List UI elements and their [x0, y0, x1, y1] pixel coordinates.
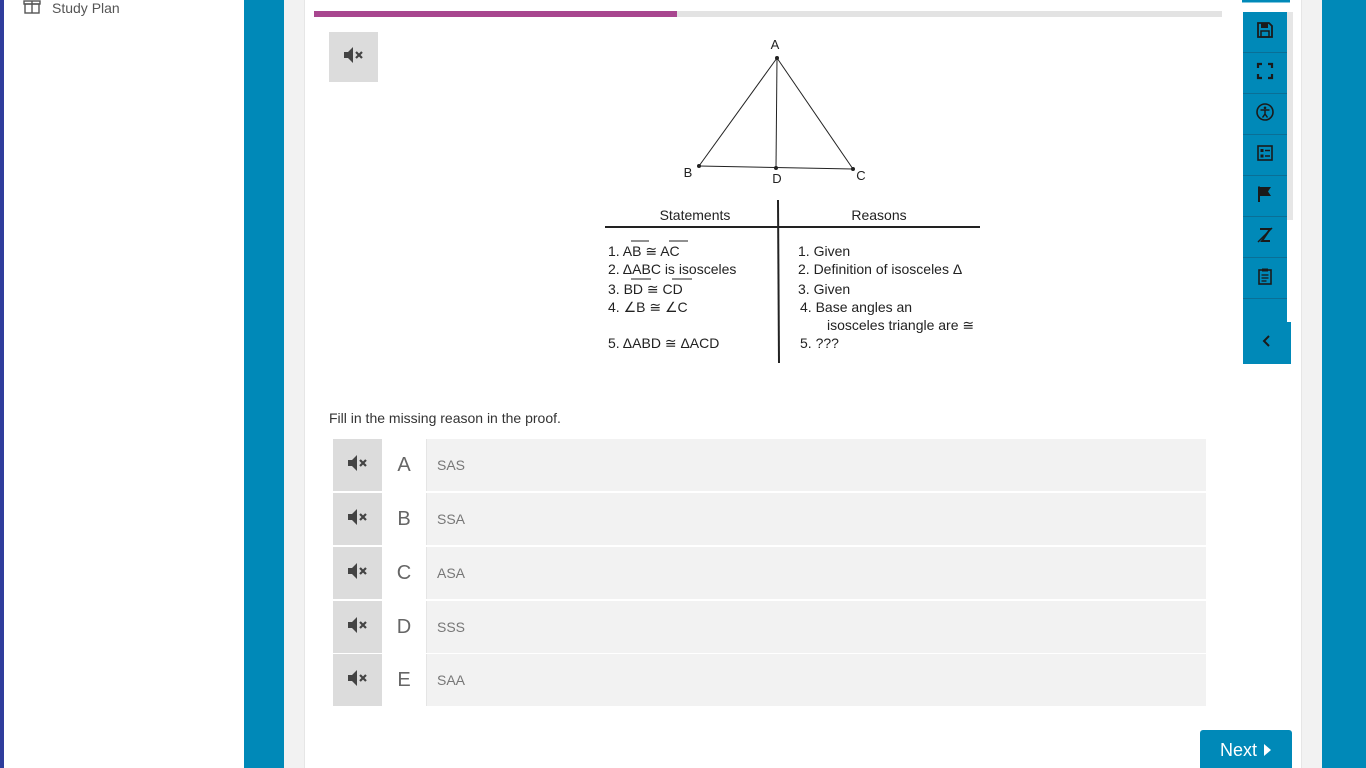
vertex-label-c: C — [856, 168, 866, 183]
vertex-label-a: A — [770, 37, 780, 52]
choice-audio-button[interactable] — [333, 601, 382, 653]
choice-audio-button[interactable] — [333, 547, 382, 599]
speaker-mute-icon — [347, 454, 369, 477]
choice-letter: D — [382, 601, 427, 653]
reason-2: 2. Definition of isosceles Δ — [798, 261, 963, 277]
choice-audio-button[interactable] — [333, 439, 382, 491]
vertex-label-d: D — [772, 171, 782, 186]
choice-letter: C — [382, 547, 427, 599]
caret-right-icon — [1263, 740, 1272, 761]
answer-choice-b[interactable] — [333, 493, 1206, 545]
checklist-icon — [1256, 144, 1274, 167]
choice-text: SSS — [437, 619, 466, 635]
reason-5: 5. ??? — [800, 335, 839, 351]
right-background — [1322, 0, 1366, 768]
choice-letter: A — [382, 439, 427, 491]
statement-4: 4. ∠B ≅ ∠C — [608, 299, 688, 315]
triangle-diagram — [684, 37, 866, 186]
tools-toolbar — [1243, 12, 1287, 322]
choice-text: SSA — [437, 511, 466, 527]
answer-choice-a[interactable] — [333, 439, 1206, 491]
statements-header: Statements — [659, 207, 731, 223]
statement-3: 3. BD ≅ CD — [608, 281, 683, 297]
question-text: Fill in the missing reason in the proof. — [329, 410, 561, 426]
tool-strikethrough[interactable] — [1243, 217, 1287, 258]
collapse-toolbar-button[interactable] — [1243, 322, 1291, 364]
toolbar-scrollbar[interactable] — [1287, 12, 1293, 220]
proof-table — [605, 200, 980, 363]
statement-5: 5. ΔABD ≅ ΔACD — [608, 335, 720, 351]
chevron-left-icon — [1260, 334, 1274, 353]
statement-1: 1. AB ≅ AC — [608, 243, 680, 259]
speaker-mute-icon — [347, 562, 369, 585]
answer-choice-d[interactable] — [333, 601, 1206, 653]
choice-audio-button[interactable] — [333, 493, 382, 545]
statement-2: 2. ΔABC is isosceles — [608, 261, 737, 277]
speaker-mute-icon — [347, 616, 369, 639]
tool-save[interactable] — [1243, 12, 1287, 53]
reason-4-continued: isosceles triangle are ≅ — [827, 317, 975, 333]
speaker-mute-icon — [347, 669, 369, 692]
reasons-header: Reasons — [851, 207, 907, 223]
tool-more[interactable] — [1243, 299, 1287, 322]
reason-1: 1. Given — [798, 243, 851, 259]
proof-figure — [580, 30, 1020, 370]
vertex-label-b: B — [683, 165, 693, 180]
notepad-icon — [1256, 267, 1274, 290]
choice-letter: E — [382, 654, 427, 706]
question-audio-button[interactable] — [329, 32, 378, 82]
accessibility-icon — [1256, 103, 1274, 126]
progress-fill — [314, 11, 677, 17]
toolbar-top-tab[interactable] — [1242, 0, 1290, 3]
progress-bar — [314, 11, 1222, 17]
sidebar-item-study-plan[interactable] — [22, 0, 120, 19]
choice-letter: B — [382, 493, 427, 545]
next-button[interactable] — [1200, 730, 1292, 768]
choice-text: SAA — [437, 672, 466, 688]
sidebar-item-label: Study Plan — [52, 0, 120, 16]
speaker-mute-icon — [347, 508, 369, 531]
tool-accessibility[interactable] — [1243, 94, 1287, 135]
choice-text: ASA — [437, 565, 466, 581]
strikethrough-icon — [1256, 226, 1274, 249]
fullscreen-icon — [1256, 62, 1274, 85]
sidebar — [4, 0, 244, 768]
page-background — [244, 0, 284, 768]
tool-fullscreen[interactable] — [1243, 53, 1287, 94]
next-button-label: Next — [1219, 739, 1257, 760]
speaker-mute-icon — [343, 46, 365, 69]
answer-choice-c[interactable] — [333, 547, 1206, 599]
tool-flag[interactable] — [1243, 176, 1287, 217]
tool-notepad[interactable] — [1243, 258, 1287, 299]
choice-audio-button[interactable] — [333, 654, 382, 706]
reason-3: 3. Given — [798, 281, 851, 297]
gift-icon — [22, 0, 42, 19]
tool-answer-eliminator[interactable] — [1243, 135, 1287, 176]
save-icon — [1256, 21, 1274, 44]
answer-choice-e[interactable] — [333, 654, 1206, 706]
flag-icon — [1256, 185, 1274, 208]
choice-text: SAS — [437, 457, 466, 473]
reason-4: 4. Base angles an — [800, 299, 913, 315]
